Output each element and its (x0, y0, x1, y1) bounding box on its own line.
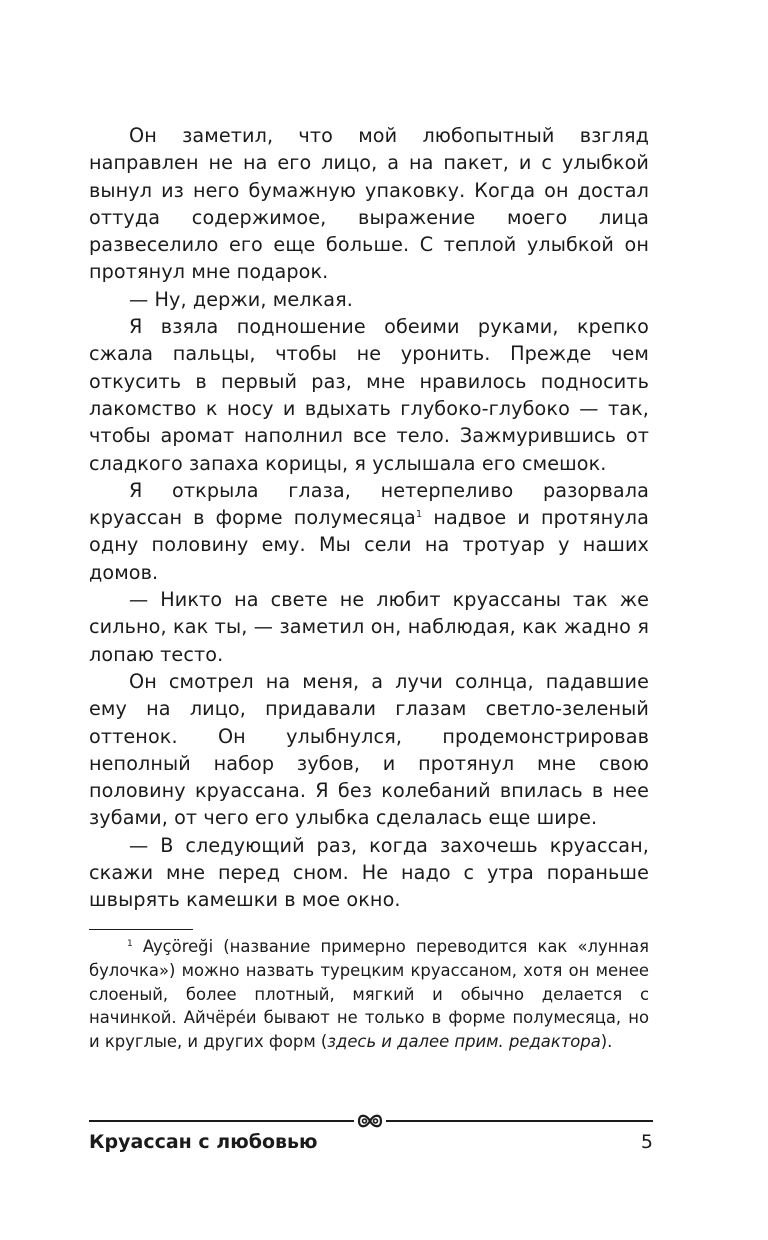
book-title: Круассан с любовью (89, 1131, 318, 1153)
paragraph: — Ну, держи, мелкая. (129, 287, 354, 311)
footnote-divider (89, 929, 193, 930)
page-number: 5 (640, 1131, 653, 1153)
paragraph: — В следующий раз, когда захочешь круассан, скажи мне перед сном. Не надо с утра пораньше швырять камешки в мое окно. (89, 833, 649, 912)
paragraph: Он смотрел на меня, а лучи солнца, падавшие ему на лицо, придавали глазам светло-зеленый оттенок. Он улыбнулся, продемонстрировав неполный набор зубов, и протянул мне свою половину круассана. Я без колебаний впилась в нее зубами, от чего его улыбка сделалась еще шире. (89, 669, 649, 830)
paragraph: — Никто на свете не любит круассаны так же сильно, как ты, — заметил он, наблюдая, как жадно я лопаю тесто. (89, 588, 649, 666)
footnote (89, 935, 649, 1054)
footnote-reference[interactable]: 1 (415, 509, 423, 521)
footnote-mark: 1 (127, 939, 133, 949)
footnote-italic: здесь и далее прим. редактора (327, 1032, 601, 1052)
paragraph (89, 477, 649, 586)
footnote-paragraph (89, 935, 649, 1054)
paragraph-text: Я открыла глаза, нетерпеливо разорвала круассан в форме полумесяца (89, 478, 649, 530)
infinity-ornament-icon (354, 1111, 386, 1131)
footnote-text: Ayçöreği (название примерно переводится как «лунная булочка») можно назвать турецким круассаном, хотя он менее слоеный, более плотный, мягкий и обычно делается с начинкой. Айчёрéи бывают не только в форме полумесяца, но и круглые, и других форм ( (89, 937, 649, 1052)
body-text (89, 122, 649, 914)
footnote-end: ). (600, 1032, 613, 1052)
paragraph: Я взяла подношение обеими руками, крепко сжала пальцы, чтобы не уронить. Прежде чем откусить в первый раз, мне нравилось подносить лакомство к носу и вдыхать глубоко-глубоко — так, чтобы аромат наполнил все тело. Зажмурившись от сладкого запаха корицы, я услышала его смешок. (89, 315, 649, 475)
paragraph-text: надвое и протянула одну половину ему. Мы сели на тротуар у наших домов. (89, 506, 649, 584)
paragraph: Он заметил, что мой любопытный взгляд направлен не на его лицо, а на пакет, и с улыбкой вынул из него бумажную упаковку. Когда он достал оттуда содержимое, выражение моего лица развеселило его еще больше. С теплой улыбкой он протянул мне подарок. (89, 124, 649, 284)
